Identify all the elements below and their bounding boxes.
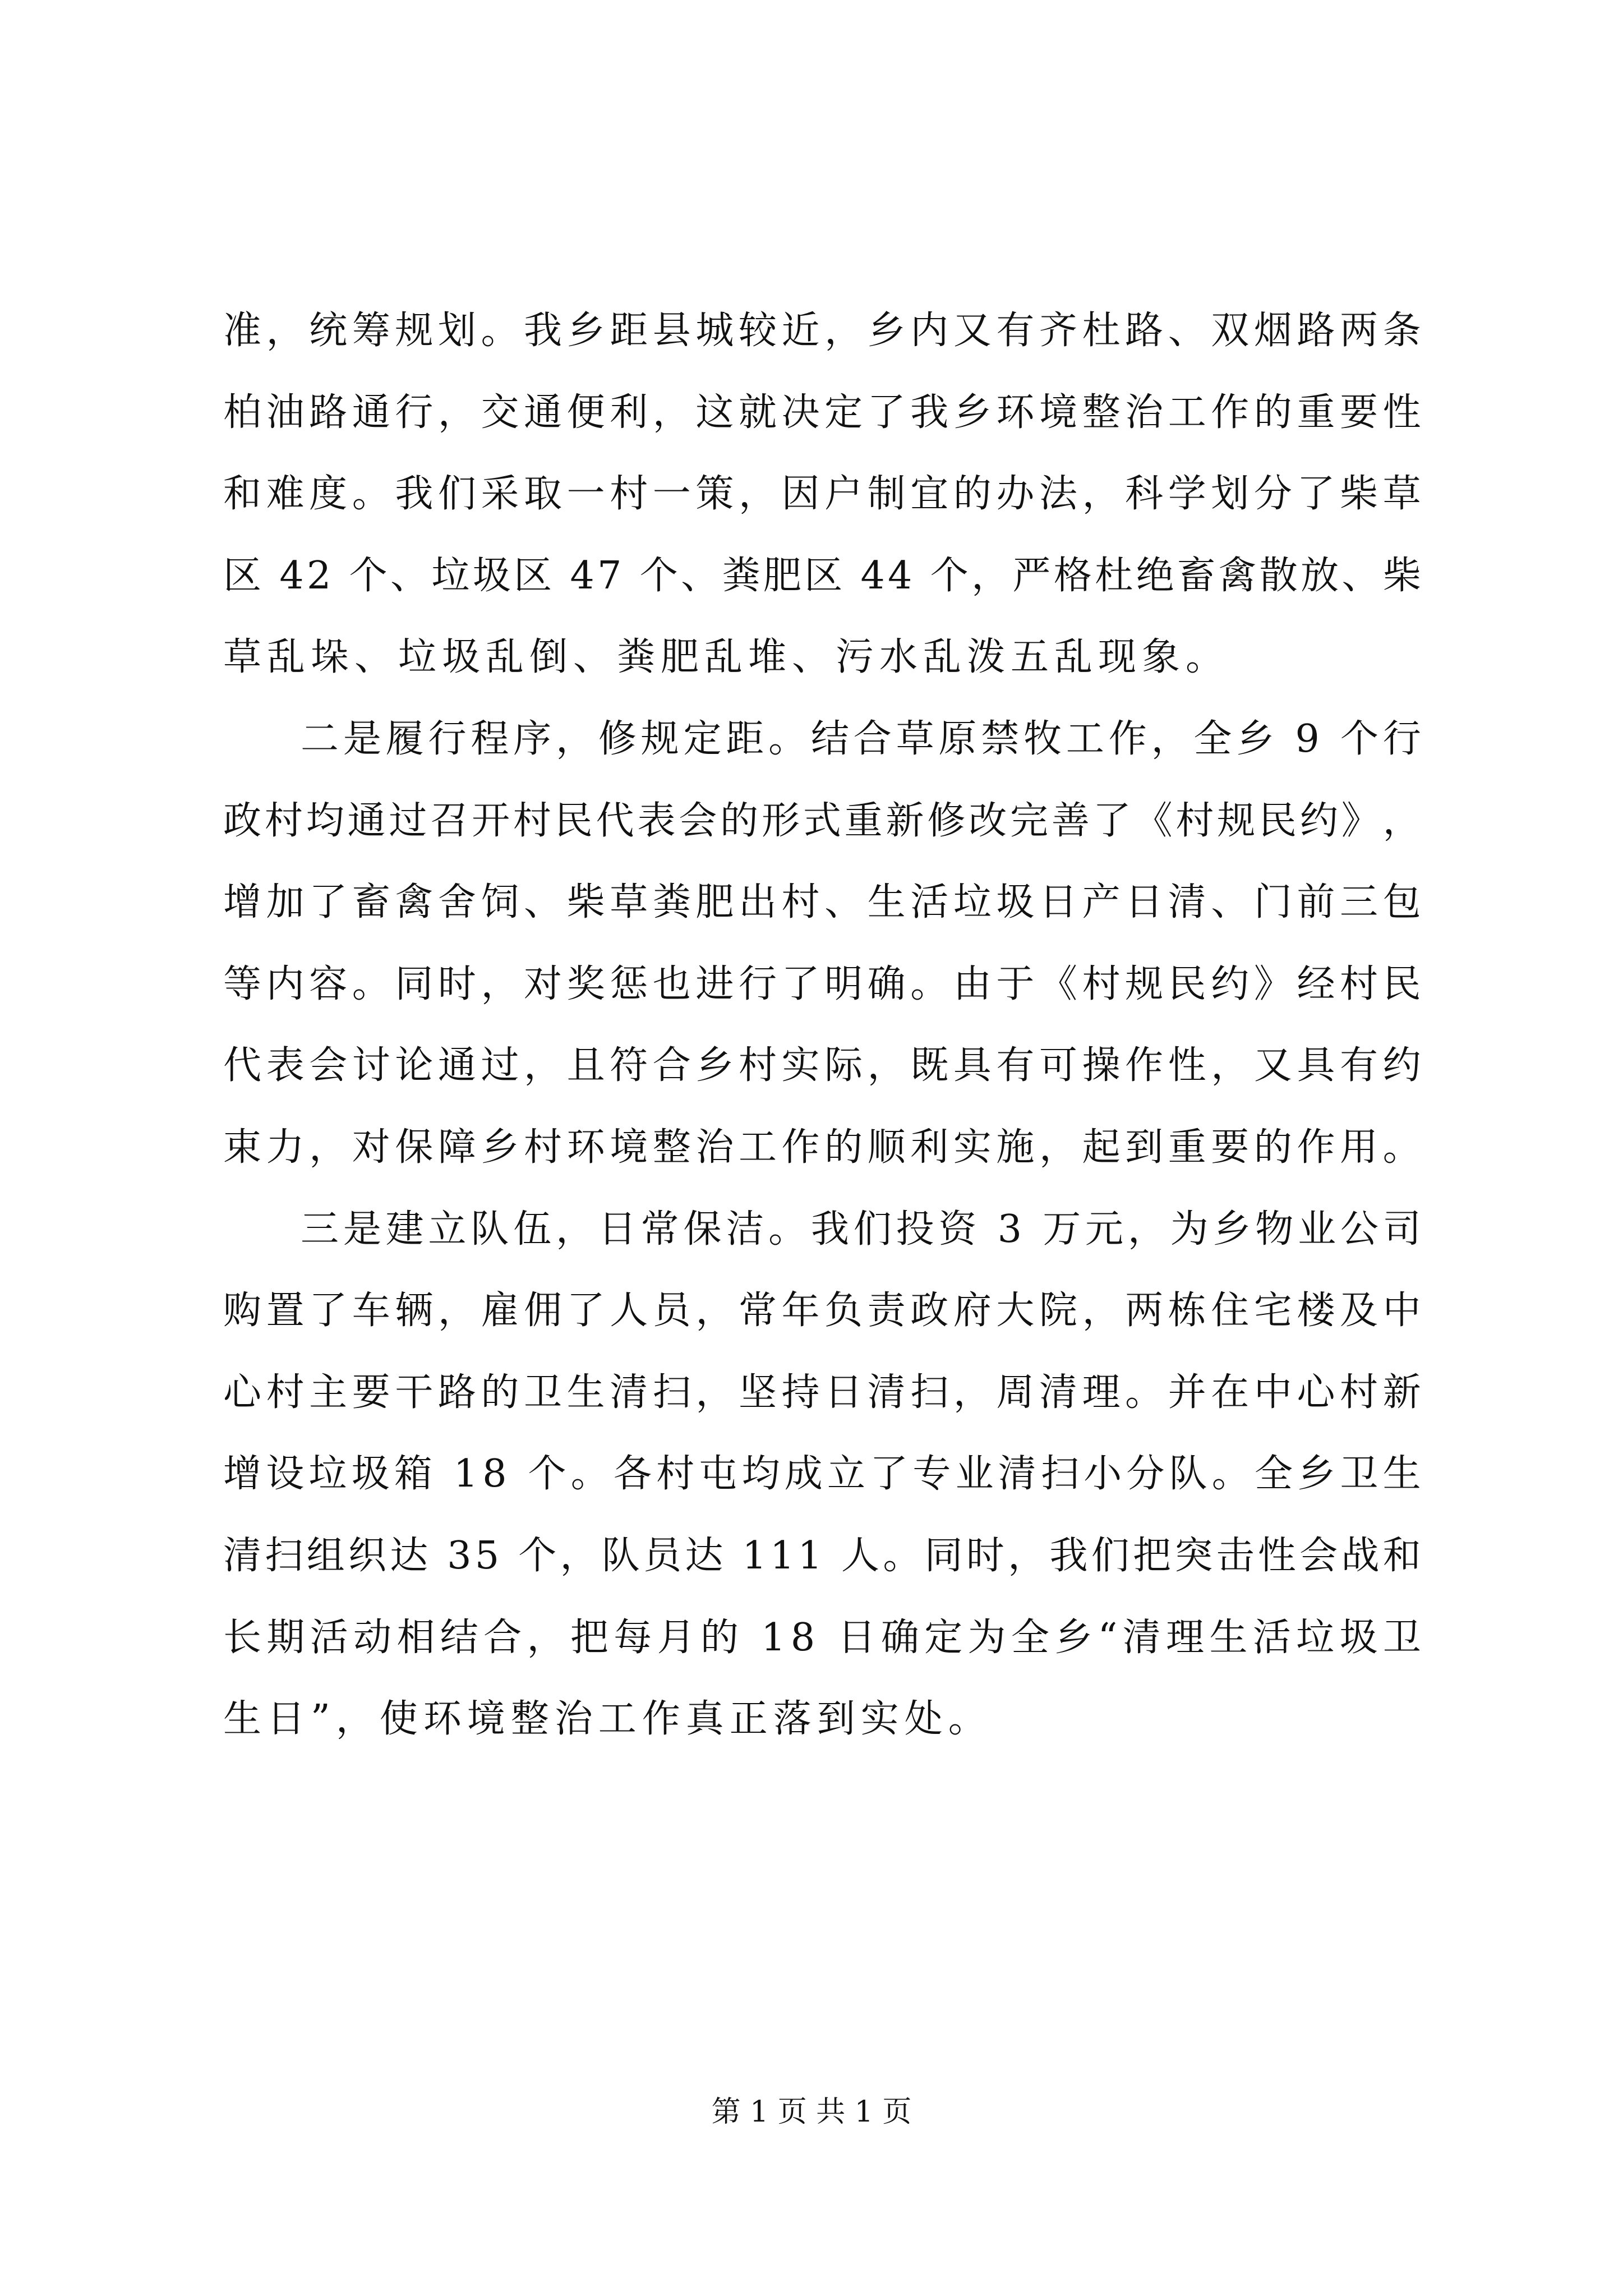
text-line: 区 4 2 个 、 垃 圾 区 4 7 个 、 粪 肥 区 4 4 个 ， 严 格 杜 绝 畜 禽 散 放 、 柴: [223, 554, 1421, 598]
text-line: 心 村 主 要 干 路 的 卫 生 清 扫 ， 坚 持 日 清 扫 ， 周 清 理 。 并 在 中 心 村 新: [223, 1370, 1421, 1415]
text-line: 增 设 垃 圾 箱 1 8 个 。 各 村 屯 均 成 立 了 专 业 清 扫 小 分 队 。 全 乡 卫 生: [223, 1452, 1421, 1496]
text-line: 代 表 会 讨 论 通 过 ， 且 符 合 乡 村 实 际 ， 既 具 有 可 操 作 性 ， 又 具 有 约: [223, 1043, 1421, 1088]
text-line: 三 是 建 立 队 伍 ， 日 常 保 洁 。 我 们 投 资 3 万 元 ， 为 乡 物 业 公 司: [301, 1207, 1421, 1251]
text-line: 柏 油 路 通 行 ， 交 通 便 利 ， 这 就 决 定 了 我 乡 环 境 整 治 工 作 的 重 要 性: [223, 390, 1421, 435]
text-line: 准 ， 统 筹 规 划 。 我 乡 距 县 城 较 近 ， 乡 内 又 有 齐 杜 路 、 双 烟 路 两 条: [223, 309, 1421, 353]
text-line: 长 期 活 动 相 结 合 ， 把 每 月 的 1 8 日 确 定 为 全 乡 “ 清 理 生 活 垃 圾 卫: [223, 1616, 1421, 1660]
text-line: 清 扫 组 织 达 3 5 个 ， 队 员 达 1 1 1 人 。 同 时 ， 我 们 把 突 击 性 会 战 和: [223, 1534, 1421, 1578]
text-line: 和 难 度 。 我 们 采 取 一 村 一 策 ， 因 户 制 宜 的 办 法 ， 科 学 划 分 了 柴 草: [223, 472, 1421, 516]
page-footer: 第 1 页 共 1 页: [711, 2095, 912, 2129]
text-line: 束 力 ， 对 保 障 乡 村 环 境 整 治 工 作 的 顺 利 实 施 ， 起 到 重 要 的 作 用 。: [223, 1125, 1421, 1170]
text-line: 草乱垛、垃圾乱倒、粪肥乱堆、污水乱泼五乱现象。: [223, 635, 1230, 679]
text-line: 二 是 履 行 程 序 ， 修 规 定 距 。 结 合 草 原 禁 牧 工 作 ， 全 乡 9 个 行: [301, 717, 1421, 761]
text-line: 等 内 容 。 同 时 ， 对 奖 惩 也 进 行 了 明 确 。 由 于 《 村 规 民 约 》 经 村 民: [223, 962, 1421, 1006]
text-line: 增 加 了 畜 禽 舍 饲 、 柴 草 粪 肥 出 村 、 生 活 垃 圾 日 产 日 清 、 门 前 三 包: [223, 880, 1421, 924]
text-line: 购 置 了 车 辆 ， 雇 佣 了 人 员 ， 常 年 负 责 政 府 大 院 ， 两 栋 住 宅 楼 及 中: [223, 1289, 1421, 1333]
text-line: 生日”，使环境整治工作真正落到实处。: [223, 1697, 992, 1741]
text-line: 政 村 均 通 过 召 开 村 民 代 表 会 的 形 式 重 新 修 改 完 善 了 《 村 规 民 约 》 ，: [223, 799, 1421, 843]
